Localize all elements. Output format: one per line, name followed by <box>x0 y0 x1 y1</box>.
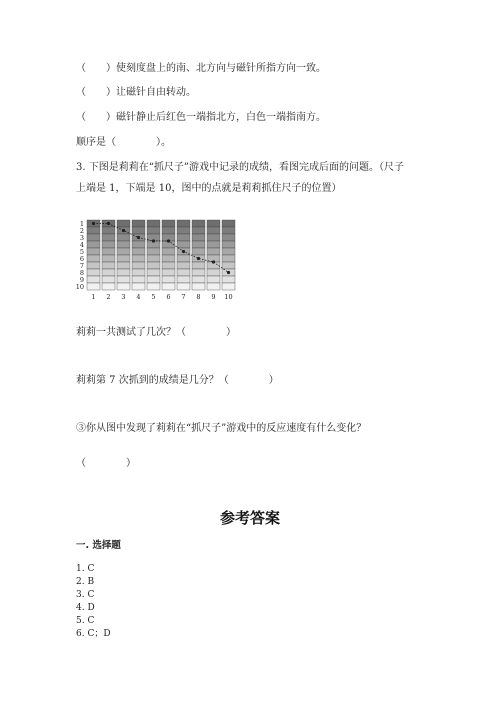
ruler-cell <box>177 255 190 262</box>
ruler-cell <box>207 234 220 241</box>
ruler-cell <box>132 220 145 227</box>
y-tick-label: 3 <box>79 234 84 242</box>
ruler-cell <box>207 276 220 283</box>
ruler-cell <box>177 234 190 241</box>
ruler-cell <box>147 220 160 227</box>
ruler-cell <box>162 227 175 234</box>
ruler-cell <box>162 276 175 283</box>
answer-item-4: 4. D <box>76 603 95 613</box>
data-point <box>122 229 125 232</box>
x-tick-label: 1 <box>91 293 96 300</box>
ruler-cell <box>102 255 115 262</box>
ruler-cell <box>102 269 115 276</box>
y-tick-label: 6 <box>79 255 84 263</box>
data-point <box>167 239 170 242</box>
ruler-cell <box>192 241 205 248</box>
ruler-cell <box>87 248 100 255</box>
ruler-cell <box>132 255 145 262</box>
data-point <box>92 222 95 225</box>
ruler-cell <box>192 248 205 255</box>
ruler-cell <box>147 227 160 234</box>
data-point <box>212 260 215 263</box>
x-tick-label: 9 <box>211 293 216 300</box>
ruler-cell <box>222 255 235 262</box>
ruler-cell <box>192 234 205 241</box>
sub-question-2: 莉莉第 7 次抓到的成绩是几分？（ ） <box>76 375 279 386</box>
x-tick-label: 2 <box>106 293 111 300</box>
ruler-cell <box>102 234 115 241</box>
ruler-cell <box>87 262 100 269</box>
ruler-cell <box>117 255 130 262</box>
answer-item-6: 6. C；D <box>76 629 111 639</box>
question-line-2: （ ）让磁针自由转动。 <box>76 87 196 98</box>
y-tick-label: 8 <box>79 269 84 277</box>
ruler-cell <box>192 269 205 276</box>
y-tick-label: 4 <box>79 241 84 249</box>
ruler-cell <box>162 220 175 227</box>
ruler-cell <box>132 227 145 234</box>
ruler-cell <box>222 227 235 234</box>
ruler-cell <box>147 283 160 290</box>
ruler-cell <box>162 269 175 276</box>
sub-question-1: 莉莉一共测试了几次？（ ） <box>76 327 236 338</box>
ruler-cell <box>222 262 235 269</box>
y-tick-label: 1 <box>79 220 84 228</box>
x-tick-label: 10 <box>224 293 233 300</box>
order-line: 顺序是（ ）。 <box>76 137 171 148</box>
ruler-cell <box>147 255 160 262</box>
ruler-cell <box>162 255 175 262</box>
ruler-cell <box>87 276 100 283</box>
data-point <box>227 271 230 274</box>
y-tick-label: 9 <box>79 276 84 284</box>
ruler-cell <box>117 241 130 248</box>
question-line-3: （ ）磁针静止后红色一端指北方，白色一端指南方。 <box>76 112 326 123</box>
x-tick-label: 8 <box>196 293 201 300</box>
question-3-line-1: 3. 下图是莉莉在“抓尺子”游戏中记录的成绩，看图完成后面的问题。（尺子 <box>76 162 404 173</box>
ruler-cell <box>102 276 115 283</box>
ruler-cell <box>222 283 235 290</box>
ruler-cell <box>132 283 145 290</box>
ruler-cell <box>222 234 235 241</box>
ruler-cell <box>87 269 100 276</box>
ruler-cell <box>102 262 115 269</box>
ruler-cell <box>87 234 100 241</box>
answer-item-5: 5. C <box>76 616 95 626</box>
ruler-cell <box>207 227 220 234</box>
ruler-cell <box>162 283 175 290</box>
ruler-cell <box>117 220 130 227</box>
ruler-cell <box>222 241 235 248</box>
ruler-cell <box>117 234 130 241</box>
ruler-chart <box>74 216 244 300</box>
ruler-cell <box>222 276 235 283</box>
x-tick-label: 6 <box>166 293 171 300</box>
ruler-cell <box>207 241 220 248</box>
x-tick-label: 5 <box>151 293 156 300</box>
ruler-cell <box>222 220 235 227</box>
answer-item-1: 1. C <box>76 564 95 574</box>
ruler-cell <box>117 276 130 283</box>
answer-heading: 参考答案 <box>219 509 280 527</box>
ruler-cell <box>87 241 100 248</box>
question-line-1: （ ）使刻度盘上的南、北方向与磁针所指方向一致。 <box>76 63 326 74</box>
ruler-cell <box>162 248 175 255</box>
ruler-cell <box>207 248 220 255</box>
question-3-line-2: 上端是 1，下端是 10，图中的点就是莉莉抓住尺子的位置） <box>76 183 342 194</box>
y-tick-label: 7 <box>79 262 84 270</box>
ruler-cell <box>132 241 145 248</box>
ruler-cell <box>132 262 145 269</box>
ruler-cell <box>207 269 220 276</box>
ruler-cell <box>102 283 115 290</box>
ruler-cell <box>117 283 130 290</box>
ruler-cell <box>87 255 100 262</box>
x-tick-label: 4 <box>136 293 141 300</box>
x-tick-label: 7 <box>181 293 186 300</box>
ruler-cell <box>132 276 145 283</box>
x-tick-label: 3 <box>121 293 126 300</box>
y-tick-label: 10 <box>75 283 84 291</box>
ruler-cell <box>162 262 175 269</box>
ruler-cell <box>207 220 220 227</box>
ruler-cell <box>192 227 205 234</box>
ruler-cell <box>132 248 145 255</box>
data-point <box>107 222 110 225</box>
ruler-cell <box>192 283 205 290</box>
answer-item-2: 2. B <box>76 577 95 587</box>
ruler-cell <box>177 262 190 269</box>
ruler-cell <box>117 248 130 255</box>
data-point <box>182 250 185 253</box>
ruler-cell <box>132 269 145 276</box>
ruler-cell <box>177 220 190 227</box>
ruler-cell <box>87 227 100 234</box>
y-tick-label: 2 <box>79 227 84 235</box>
ruler-cell <box>117 269 130 276</box>
ruler-cell <box>177 269 190 276</box>
data-point <box>137 236 140 239</box>
ruler-cell <box>102 248 115 255</box>
answer-blank: （ ） <box>76 458 136 469</box>
ruler-cell <box>177 227 190 234</box>
ruler-cell <box>192 220 205 227</box>
ruler-cell <box>192 262 205 269</box>
ruler-cell <box>102 227 115 234</box>
ruler-cell <box>177 276 190 283</box>
data-point <box>197 257 200 260</box>
ruler-cell <box>207 283 220 290</box>
ruler-cell <box>147 262 160 269</box>
ruler-cell <box>192 276 205 283</box>
section-heading: 一. 选择题 <box>76 540 121 551</box>
ruler-cell <box>147 276 160 283</box>
ruler-cell <box>177 241 190 248</box>
ruler-cell <box>177 283 190 290</box>
y-tick-label: 5 <box>79 248 84 256</box>
ruler-cell <box>147 248 160 255</box>
data-point <box>152 239 155 242</box>
ruler-cell <box>87 283 100 290</box>
ruler-cell <box>117 262 130 269</box>
ruler-cell <box>102 241 115 248</box>
ruler-cell <box>222 248 235 255</box>
ruler-cell <box>147 269 160 276</box>
sub-question-3: ③你从图中发现了莉莉在“抓尺子”游戏中的反应速度有什么变化？ <box>76 423 367 434</box>
answer-item-3: 3. C <box>76 590 95 600</box>
